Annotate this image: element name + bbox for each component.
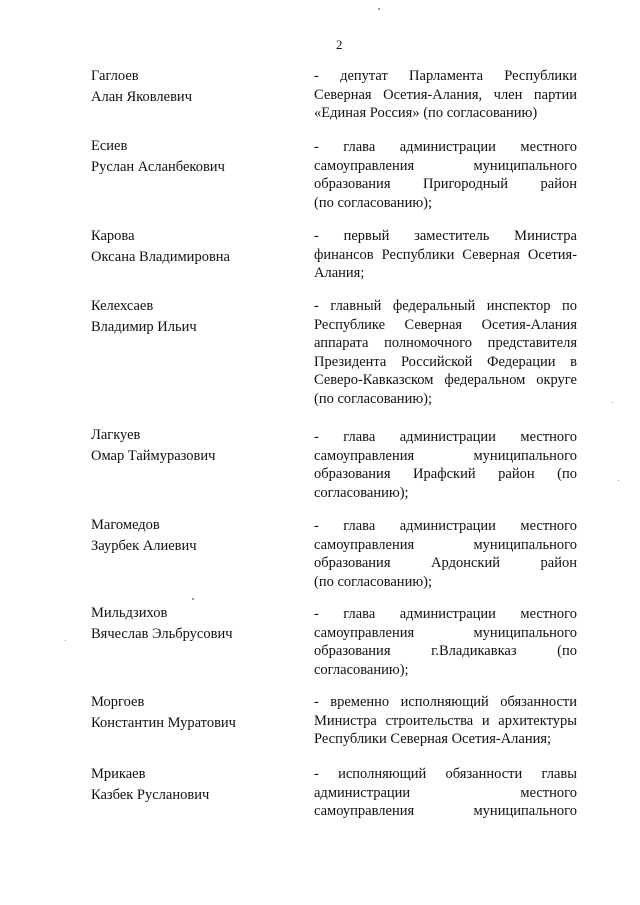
position-line: самоуправления муниципального — [314, 803, 577, 819]
member-given-names: Руслан Асланбекович — [91, 159, 225, 175]
member-position — [314, 67, 577, 123]
position-line: - главный федеральный инспектор по — [314, 298, 577, 314]
member-name — [91, 425, 291, 467]
member-name — [91, 66, 291, 108]
member-name — [91, 603, 291, 645]
member-given-names: Вячеслав Эльбрусович — [91, 626, 233, 642]
position-line: (по согласованию); — [314, 194, 433, 211]
member-position — [314, 227, 577, 283]
scan-speck — [612, 402, 613, 403]
member-given-names: Заурбек Алиевич — [91, 538, 197, 554]
position-line: Президента Российской Федерации в — [314, 353, 577, 370]
position-line: Северная Осетия-Алания, член партии — [314, 86, 577, 103]
position-line: (по согласованию); — [314, 573, 433, 590]
member-position — [314, 428, 577, 502]
member-surname: Карова — [91, 228, 135, 244]
position-line: - исполняющий обязанности главы — [314, 766, 577, 782]
position-line: администрации местного — [314, 784, 577, 801]
position-line: - депутат Парламента Республики — [314, 68, 577, 84]
page-number: 2 — [336, 37, 343, 52]
position-line: аппарата полномочного представителя — [314, 335, 577, 351]
member-surname: Есиев — [91, 138, 128, 154]
member-position — [314, 765, 577, 821]
position-line: Министра строительства и архитектуры — [314, 712, 577, 729]
member-name — [91, 136, 291, 178]
member-surname: Моргоев — [91, 694, 145, 710]
scan-speck — [378, 8, 380, 10]
position-line: образования Пригородный район — [314, 176, 577, 192]
position-line: самоуправления муниципального — [314, 624, 577, 641]
member-surname: Мрикаев — [91, 766, 146, 782]
member-position — [314, 693, 577, 749]
member-name — [91, 226, 291, 268]
member-name — [91, 296, 291, 338]
position-line: Республики Северная Осетия-Алания; — [314, 731, 552, 747]
position-line: самоуправления муниципального — [314, 536, 577, 553]
position-line: Северо-Кавказском федеральном округе — [314, 372, 577, 388]
position-line: - глава администрации местного — [314, 429, 577, 445]
scan-speck — [192, 598, 194, 600]
member-name — [91, 692, 291, 734]
member-surname: Мильдзихов — [91, 605, 168, 621]
position-line: самоуправления муниципального — [314, 447, 577, 464]
member-given-names: Константин Муратович — [91, 715, 236, 731]
position-line: Республике Северная Осетия-Алания — [314, 316, 577, 333]
member-given-names: Владимир Ильич — [91, 319, 197, 335]
position-line: согласованию); — [314, 484, 409, 501]
member-given-names: Казбек Русланович — [91, 787, 210, 803]
position-line: согласованию); — [314, 661, 409, 678]
member-surname: Лагкуев — [91, 427, 141, 443]
position-line: образования г.Владикавказ (по — [314, 643, 577, 659]
member-given-names: Оксана Владимировна — [91, 249, 230, 265]
scan-speck — [618, 480, 619, 481]
position-line: образования Ардонский район — [314, 555, 577, 571]
position-line: - глава администрации местного — [314, 139, 577, 155]
member-given-names: Алан Яковлевич — [91, 89, 192, 105]
member-surname: Келехсаев — [91, 298, 154, 314]
position-line: (по согласованию); — [314, 390, 433, 407]
member-name — [91, 515, 291, 557]
position-line: самоуправления муниципального — [314, 157, 577, 174]
position-line: - глава администрации местного — [314, 606, 577, 622]
member-surname: Магомедов — [91, 517, 160, 533]
member-position — [314, 517, 577, 591]
position-line: образования Ирафский район (по — [314, 466, 577, 482]
scan-speck — [65, 640, 66, 641]
member-name — [91, 764, 291, 806]
position-line: - глава администрации местного — [314, 518, 577, 534]
position-line: - временно исполняющий обязанности — [314, 694, 577, 710]
member-position — [314, 138, 577, 212]
member-surname: Гаглоев — [91, 68, 139, 84]
position-line: - первый заместитель Министра — [314, 228, 577, 244]
member-position — [314, 605, 577, 679]
member-given-names: Омар Таймуразович — [91, 448, 216, 464]
position-line: финансов Республики Северная Осетия- — [314, 246, 577, 263]
position-line: Алания; — [314, 265, 365, 281]
position-line: «Единая Россия» (по согласованию) — [314, 105, 538, 121]
member-position — [314, 297, 577, 408]
